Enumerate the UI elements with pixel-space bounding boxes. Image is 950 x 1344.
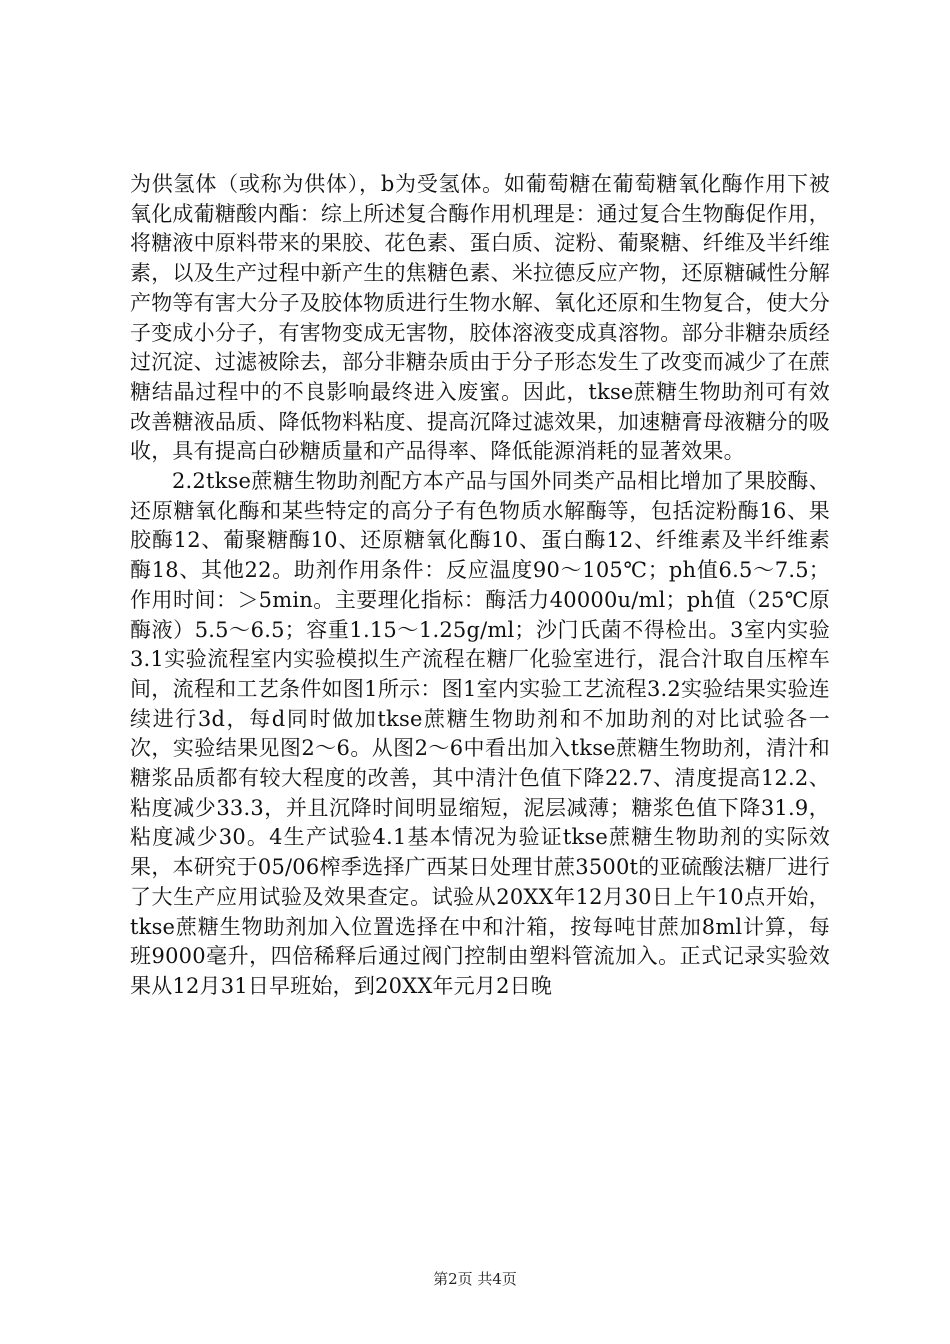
paragraph-2: 2.2tkse蔗糖生物助剂配方本产品与国外同类产品相比增加了果胶酶、还原糖氧化酶和某些特定的高分子有色物质水解酶等，包括淀粉酶16、果胶酶12、葡聚糖酶10、还原糖氧化酶10、蛋白酶12、纤维素及半纤维素酶18、其他22。助剂作用条件：反应温度90～105℃；ph值6.5～7.5；作用时间：＞5min。主要理化指标：酶活力40000u/ml；ph值（25℃原酶液）5.5～6.5；容重1.15～1.25g/ml；沙门氏菌不得检出。3室内实验3.1实验流程室内实验模拟生产流程在糖厂化验室进行，混合汁取自压榨车间，流程和工艺条件如图1所示：图1室内实验工艺流程3.2实验结果实验连续进行3d，每d同时做加tkse蔗糖生物助剂和不加助剂的对比试验各一次，实验结果见图2～6。从图2～6中看出加入tkse蔗糖生物助剂，清汁和糖浆品质都有较大程度的改善，其中清汁色值下降22.7、清度提高12.2、粘度减少33.3，并且沉降时间明显缩短，泥层减薄；糖浆色值下降31.9，粘度减少30。4生产试验4.1基本情况为验证tkse蔗糖生物助剂的实际效果，本研究于05/06榨季选择广西某日处理甘蔗3500t的亚硫酸法糖厂进行了大生产应用试验及效果查定。试验从20XX年12月30日上午10点开始，tkse蔗糖生物助剂加入位置选择在中和汁箱，按每吨甘蔗加8ml计算，每班9000毫升，四倍稀释后通过阀门控制由塑料管流加入。正式记录实验效果从12月31日早班始，到20XX年元月2日晚 — [130, 469, 830, 998]
page-footer: 第2页 共4页 — [433, 1270, 517, 1288]
paragraph-1: 为供氢体（或称为供体），b为受氢体。如葡萄糖在葡萄糖氧化酶作用下被氧化成葡糖酸内酯：综上所述复合酶作用机理是：通过复合生物酶促作用，将糖液中原料带来的果胶、花色素、蛋白质、淀粉、葡聚糖、纤维及半纤维素，以及生产过程中新产生的焦糖色素、米拉德反应产物，还原糖碱性分解产物等有害大分子及胶体物质进行生物水解、氧化还原和生物复合，使大分子变成小分子，有害物变成无害物，胶体溶液变成真溶物。部分非糖杂质经过沉淀、过滤被除去，部分非糖杂质由于分子形态发生了改变而减少了在蔗糖结晶过程中的不良影响最终进入废蜜。因此，tkse蔗糖生物助剂可有效改善糖液品质、降低物料粘度、提高沉降过滤效果，加速糖膏母液糖分的吸收，具有提高白砂糖质量和产品得率、降低能源消耗的显著效果。 — [130, 172, 830, 464]
document-body — [130, 170, 830, 1002]
